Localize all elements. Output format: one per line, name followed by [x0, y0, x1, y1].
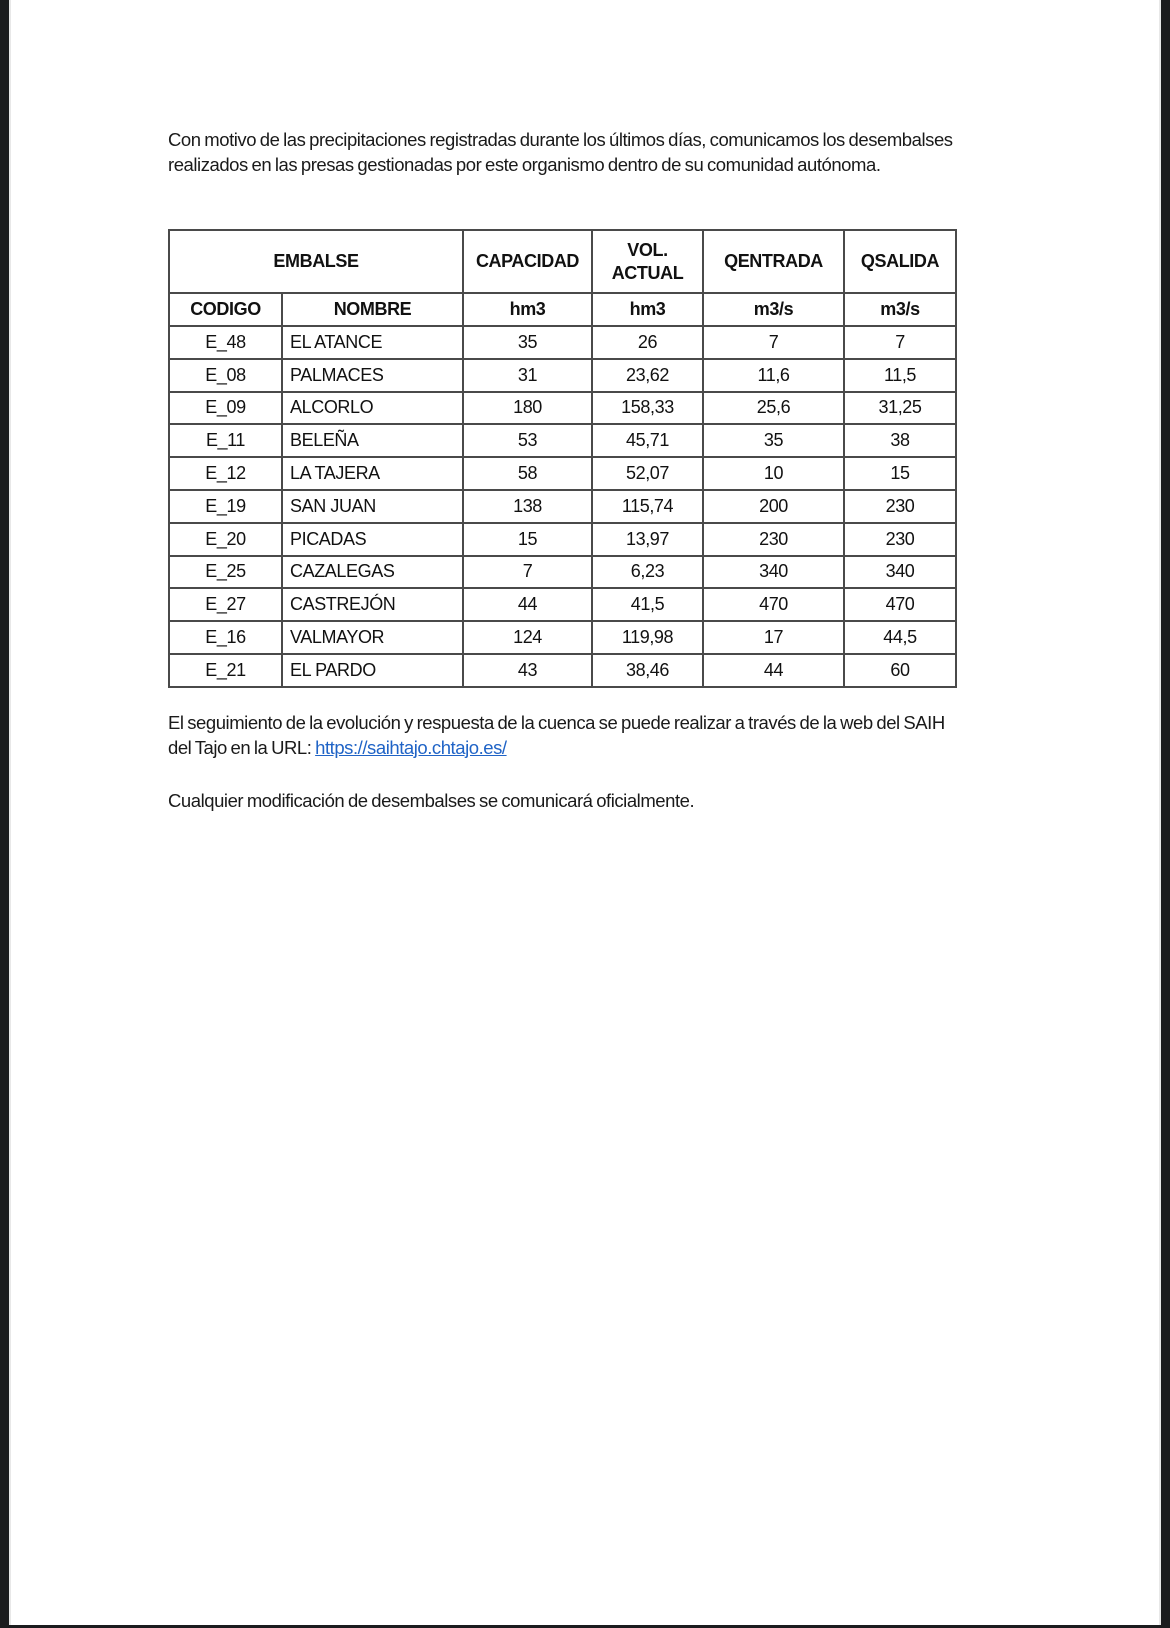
document-page — [9, 0, 1161, 1625]
cell-capacidad: 7 — [463, 556, 592, 589]
cell-qsalida: 340 — [844, 556, 956, 589]
cell-vol-actual: 115,74 — [592, 490, 703, 523]
header-embalse: EMBALSE — [169, 230, 463, 293]
table-row — [169, 556, 956, 589]
cell-qentrada: 44 — [703, 654, 844, 687]
cell-codigo: E_16 — [169, 621, 282, 654]
table-row — [169, 359, 956, 392]
header-qentrada: QENTRADA — [703, 230, 844, 293]
table-row — [169, 523, 956, 556]
cell-nombre: CAZALEGAS — [282, 556, 463, 589]
cell-codigo: E_11 — [169, 424, 282, 457]
cell-qsalida: 230 — [844, 523, 956, 556]
table-row — [169, 621, 956, 654]
cell-qentrada: 25,6 — [703, 392, 844, 425]
unit-qsalida: m3/s — [844, 293, 956, 326]
cell-codigo: E_08 — [169, 359, 282, 392]
followup-text: El seguimiento de la evolución y respuesta de la cuenca se puede realizar a través de la web del SAIH del Tajo en la URL: — [168, 712, 945, 758]
cell-capacidad: 31 — [463, 359, 592, 392]
cell-capacidad: 124 — [463, 621, 592, 654]
header-nombre: NOMBRE — [282, 293, 463, 326]
cell-nombre: PICADAS — [282, 523, 463, 556]
table-row — [169, 457, 956, 490]
cell-nombre: BELEÑA — [282, 424, 463, 457]
cell-vol-actual: 26 — [592, 326, 703, 359]
cell-codigo: E_20 — [169, 523, 282, 556]
header-qsalida: QSALIDA — [844, 230, 956, 293]
cell-qentrada: 230 — [703, 523, 844, 556]
header-capacidad: CAPACIDAD — [463, 230, 592, 293]
cell-qentrada: 17 — [703, 621, 844, 654]
cell-qentrada: 470 — [703, 588, 844, 621]
cell-vol-actual: 6,23 — [592, 556, 703, 589]
cell-capacidad: 180 — [463, 392, 592, 425]
header-codigo: CODIGO — [169, 293, 282, 326]
cell-nombre: SAN JUAN — [282, 490, 463, 523]
cell-nombre: ALCORLO — [282, 392, 463, 425]
cell-qsalida: 11,5 — [844, 359, 956, 392]
cell-capacidad: 35 — [463, 326, 592, 359]
cell-nombre: EL ATANCE — [282, 326, 463, 359]
cell-vol-actual: 119,98 — [592, 621, 703, 654]
cell-capacidad: 43 — [463, 654, 592, 687]
cell-qentrada: 10 — [703, 457, 844, 490]
cell-qsalida: 31,25 — [844, 392, 956, 425]
cell-codigo: E_09 — [169, 392, 282, 425]
header-vol-actual-line1: VOL. — [627, 239, 668, 260]
table-row — [169, 326, 956, 359]
cell-qentrada: 7 — [703, 326, 844, 359]
cell-nombre: VALMAYOR — [282, 621, 463, 654]
cell-codigo: E_27 — [169, 588, 282, 621]
cell-vol-actual: 23,62 — [592, 359, 703, 392]
cell-qsalida: 60 — [844, 654, 956, 687]
cell-nombre: EL PARDO — [282, 654, 463, 687]
unit-qentrada: m3/s — [703, 293, 844, 326]
table-header-row — [169, 230, 956, 293]
table-row — [169, 490, 956, 523]
unit-vol-actual: hm3 — [592, 293, 703, 326]
table-row — [169, 424, 956, 457]
cell-qentrada: 11,6 — [703, 359, 844, 392]
cell-codigo: E_19 — [169, 490, 282, 523]
saih-link[interactable]: https://saihtajo.chtajo.es/ — [315, 736, 507, 758]
cell-qsalida: 38 — [844, 424, 956, 457]
cell-capacidad: 15 — [463, 523, 592, 556]
cell-capacidad: 44 — [463, 588, 592, 621]
cell-codigo: E_21 — [169, 654, 282, 687]
table-row — [169, 588, 956, 621]
cell-codigo: E_25 — [169, 556, 282, 589]
table-row — [169, 392, 956, 425]
cell-qsalida: 470 — [844, 588, 956, 621]
cell-qentrada: 35 — [703, 424, 844, 457]
table-row — [169, 654, 956, 687]
cell-qsalida: 7 — [844, 326, 956, 359]
closing-paragraph: Cualquier modificación de desembalses se comunicará oficialmente. — [168, 790, 695, 811]
followup-paragraph — [168, 711, 968, 760]
cell-vol-actual: 158,33 — [592, 392, 703, 425]
table-units-row — [169, 293, 956, 326]
header-vol-actual-line2: ACTUAL — [611, 262, 684, 283]
cell-nombre: PALMACES — [282, 359, 463, 392]
cell-capacidad: 53 — [463, 424, 592, 457]
cell-vol-actual: 52,07 — [592, 457, 703, 490]
cell-vol-actual: 38,46 — [592, 654, 703, 687]
reservoir-table — [168, 229, 957, 688]
cell-capacidad: 138 — [463, 490, 592, 523]
cell-qsalida: 15 — [844, 457, 956, 490]
cell-vol-actual: 13,97 — [592, 523, 703, 556]
cell-vol-actual: 45,71 — [592, 424, 703, 457]
cell-nombre: LA TAJERA — [282, 457, 463, 490]
cell-nombre: CASTREJÓN — [282, 588, 463, 621]
cell-qentrada: 200 — [703, 490, 844, 523]
cell-codigo: E_48 — [169, 326, 282, 359]
intro-paragraph: Con motivo de las precipitaciones registradas durante los últimos días, comunicamos los desembalses realizados en las presas gestionadas por este organismo dentro de su comunidad autónoma. — [168, 129, 953, 175]
header-vol-actual — [592, 230, 703, 293]
cell-codigo: E_12 — [169, 457, 282, 490]
cell-qentrada: 340 — [703, 556, 844, 589]
unit-capacidad: hm3 — [463, 293, 592, 326]
cell-qsalida: 230 — [844, 490, 956, 523]
cell-vol-actual: 41,5 — [592, 588, 703, 621]
cell-capacidad: 58 — [463, 457, 592, 490]
cell-qsalida: 44,5 — [844, 621, 956, 654]
